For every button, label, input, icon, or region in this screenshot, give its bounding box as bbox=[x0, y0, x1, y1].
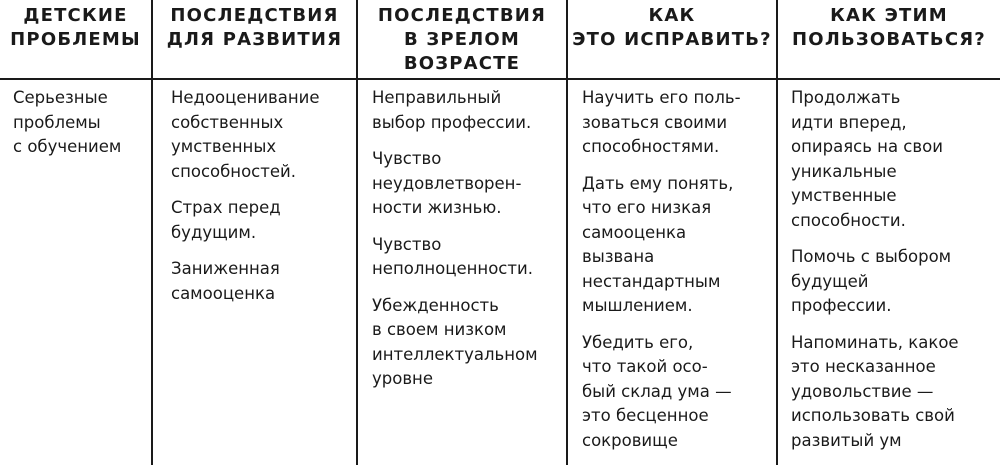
cell-paragraph: Убедить его, что такой осо- бый склад ума — это бесценное сокровище bbox=[582, 332, 732, 450]
cell-paragraph: Чувство неполноценности. bbox=[372, 234, 533, 278]
header-how-to-fix: КАК ЭТО ИСПРАВИТЬ? bbox=[567, 0, 777, 79]
cell-how-to-fix bbox=[567, 79, 777, 465]
cell-paragraph: Помочь с выбором будущей профессии. bbox=[791, 247, 952, 315]
header-row bbox=[0, 0, 1000, 79]
cell-development-consequences bbox=[152, 79, 357, 465]
header-development-consequences: ПОСЛЕДСТВИЯ ДЛЯ РАЗВИТИЯ bbox=[152, 0, 357, 79]
cell-childhood-problems bbox=[0, 79, 152, 465]
cell-paragraph: Чувство неудовлетворен- ности жизнью. bbox=[372, 149, 522, 217]
cell-how-to-use bbox=[777, 79, 1000, 465]
cell-paragraph: Убежденность в своем низком интеллектуальном уровне bbox=[372, 295, 538, 388]
header-adult-consequences: ПОСЛЕДСТВИЯ В ЗРЕЛОМ ВОЗРАСТЕ bbox=[357, 0, 567, 79]
header-how-to-use: КАК ЭТИМ ПОЛЬЗОВАТЬСЯ? bbox=[777, 0, 1000, 79]
cell-paragraph: Дать ему понять, что его низкая самооценка вызвана нестандартным мышлением. bbox=[582, 173, 734, 315]
cell-paragraph: Неправильный выбор профессии. bbox=[372, 88, 532, 132]
cell-paragraph: Продолжать идти вперед, опираясь на свои уникальные умственные способности. bbox=[791, 88, 943, 230]
cell-paragraph: Страх перед будущим. bbox=[171, 198, 281, 242]
header-childhood-problems: ДЕТСКИЕ ПРОБЛЕМЫ bbox=[0, 0, 152, 79]
cell-paragraph: Заниженная самооценка bbox=[171, 259, 280, 303]
cell-paragraph: Напоминать, какое это несказанное удовольствие — использовать свой развитый ум bbox=[791, 332, 959, 450]
table-row bbox=[0, 79, 1000, 465]
cell-adult-consequences bbox=[357, 79, 567, 465]
cell-paragraph: Научить его поль- зоваться своими способностями. bbox=[582, 88, 741, 156]
cell-paragraph: Серьезные проблемы с обучением bbox=[13, 88, 122, 156]
cell-paragraph: Недооценивание собственных умственных способностей. bbox=[171, 88, 320, 181]
